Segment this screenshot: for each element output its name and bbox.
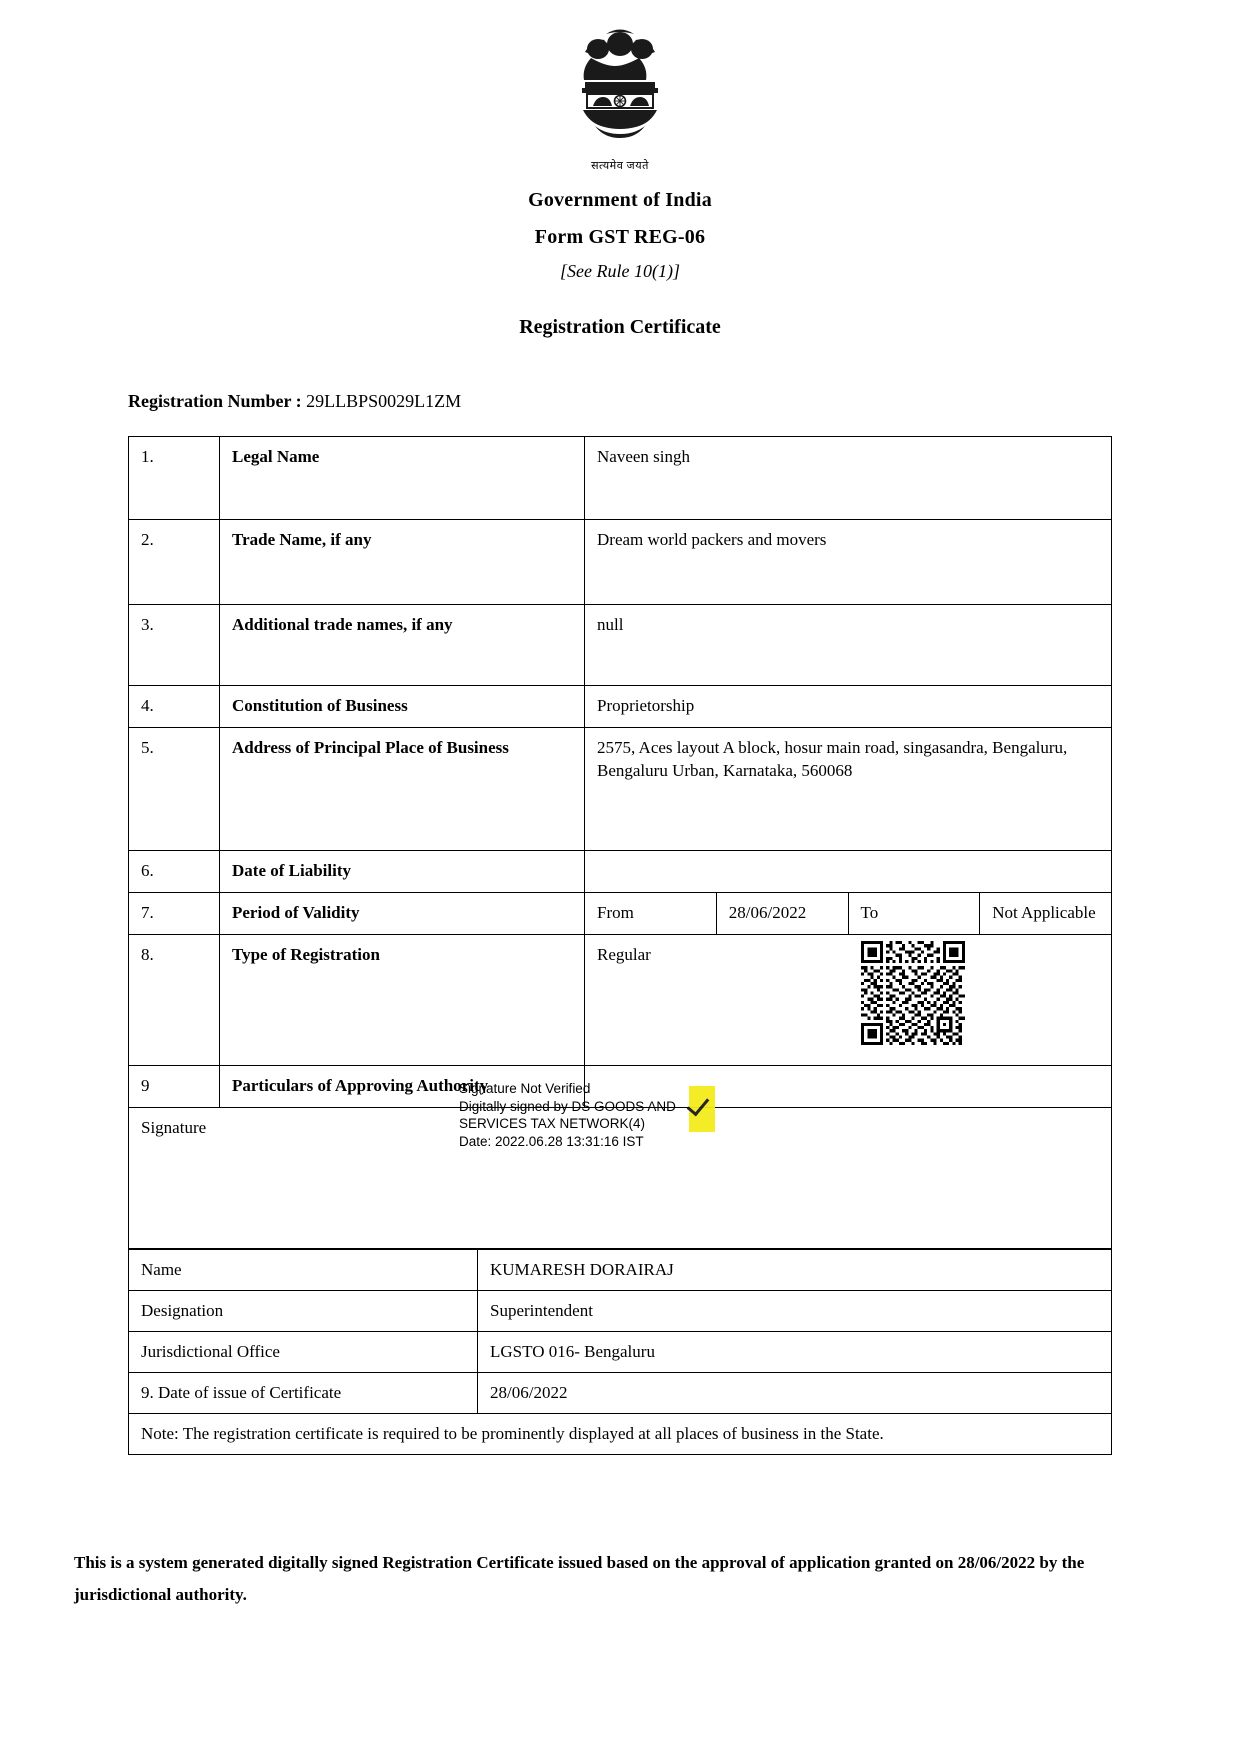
registration-number-line — [128, 391, 1240, 412]
registration-number-label: Registration Number : — [128, 391, 302, 411]
row-label: Additional trade names, if any — [220, 605, 585, 686]
approving-authority-table — [128, 1249, 1112, 1455]
row-serial: 7. — [129, 892, 220, 934]
row-label: Date of Liability — [220, 850, 585, 892]
dsig-line-1: Signature Not Verified — [459, 1080, 591, 1096]
row-label: Legal Name — [220, 437, 585, 520]
validity-from-label: From — [585, 892, 717, 934]
row-serial: 8. — [129, 934, 220, 1065]
row-label: Type of Registration — [220, 934, 585, 1065]
registration-number-value: 29LLBPS0029L1ZM — [306, 391, 462, 411]
certificate-note: Note: The registration certificate is required to be prominently displayed at all places of business in the State. — [129, 1414, 1112, 1455]
table-row-note — [129, 1414, 1112, 1455]
row-serial: 5. — [129, 727, 220, 850]
table-row — [129, 437, 1112, 520]
row-value: null — [585, 605, 1112, 686]
authority-value: LGSTO 016- Bengaluru — [478, 1331, 1112, 1372]
row-value — [585, 850, 1112, 892]
table-row — [129, 1331, 1112, 1372]
authority-label: 9. Date of issue of Certificate — [129, 1373, 478, 1414]
signature-check-icon — [689, 1086, 715, 1132]
authority-value: 28/06/2022 — [478, 1373, 1112, 1414]
row-serial: 4. — [129, 686, 220, 728]
government-title: Government of India — [528, 189, 712, 211]
qr-code-icon — [861, 941, 965, 1045]
row-label: Constitution of Business — [220, 686, 585, 728]
registration-details-table — [128, 436, 1112, 1249]
row-value: 2575, Aces layout A block, hosur main road, singasandra, Bengaluru, Bengaluru Urban, Karnataka, 560068 — [585, 727, 1112, 850]
row-label: Address of Principal Place of Business — [220, 727, 585, 850]
dsig-line-3: SERVICES TAX NETWORK(4) — [459, 1116, 646, 1132]
emblem-container — [0, 0, 1240, 173]
dsig-line-2: Digitally signed by DS GOODS AND — [459, 1098, 676, 1114]
table-row — [129, 1290, 1112, 1331]
form-title: Form GST REG-06 — [534, 226, 706, 248]
authority-label: Name — [129, 1249, 478, 1290]
rule-reference: [See Rule 10(1)] — [560, 261, 680, 281]
row-serial: 6. — [129, 850, 220, 892]
authority-value: KUMARESH DORAIRAJ — [478, 1249, 1112, 1290]
row-value: Naveen singh — [585, 437, 1112, 520]
row-serial: 1. — [129, 437, 220, 520]
row-value: Dream world packers and movers — [585, 520, 1112, 605]
table-row — [129, 686, 1112, 728]
india-state-emblem-icon — [565, 22, 675, 157]
authority-label: Designation — [129, 1290, 478, 1331]
table-row — [129, 850, 1112, 892]
table-row — [129, 1249, 1112, 1290]
row-serial: 9 — [129, 1065, 220, 1107]
signature-label: Signature — [141, 1117, 207, 1137]
row-label: Period of Validity — [220, 892, 585, 934]
authority-label: Jurisdictional Office — [129, 1331, 478, 1372]
document-header — [0, 189, 1240, 339]
table-row-type — [129, 934, 1112, 1065]
digital-signature-text — [459, 1080, 676, 1151]
validity-to-label: To — [848, 892, 980, 934]
type-of-registration-value: Regular — [597, 944, 651, 964]
emblem-caption: सत्यमेव जयते — [591, 160, 649, 172]
row-value-with-qr — [585, 934, 1112, 1065]
table-row — [129, 1373, 1112, 1414]
row-serial: 2. — [129, 520, 220, 605]
row-label: Trade Name, if any — [220, 520, 585, 605]
table-row-signature — [129, 1107, 1112, 1248]
row-value: Proprietorship — [585, 686, 1112, 728]
table-row-validity — [129, 892, 1112, 934]
table-row — [129, 727, 1112, 850]
dsig-line-4: Date: 2022.06.28 13:31:16 IST — [459, 1134, 644, 1150]
table-row — [129, 605, 1112, 686]
authority-value: Superintendent — [478, 1290, 1112, 1331]
row-serial: 3. — [129, 605, 220, 686]
validity-from-value: 28/06/2022 — [716, 892, 848, 934]
footer-note: This is a system generated digitally signed Registration Certificate issued based on the approval of application granted on 28/06/2022 by the jurisdictional authority. — [74, 1553, 1085, 1604]
validity-to-value: Not Applicable — [980, 892, 1112, 934]
page-title: Registration Certificate — [519, 316, 721, 338]
row-label: Particulars of Approving Authority — [220, 1065, 585, 1107]
table-row — [129, 520, 1112, 605]
